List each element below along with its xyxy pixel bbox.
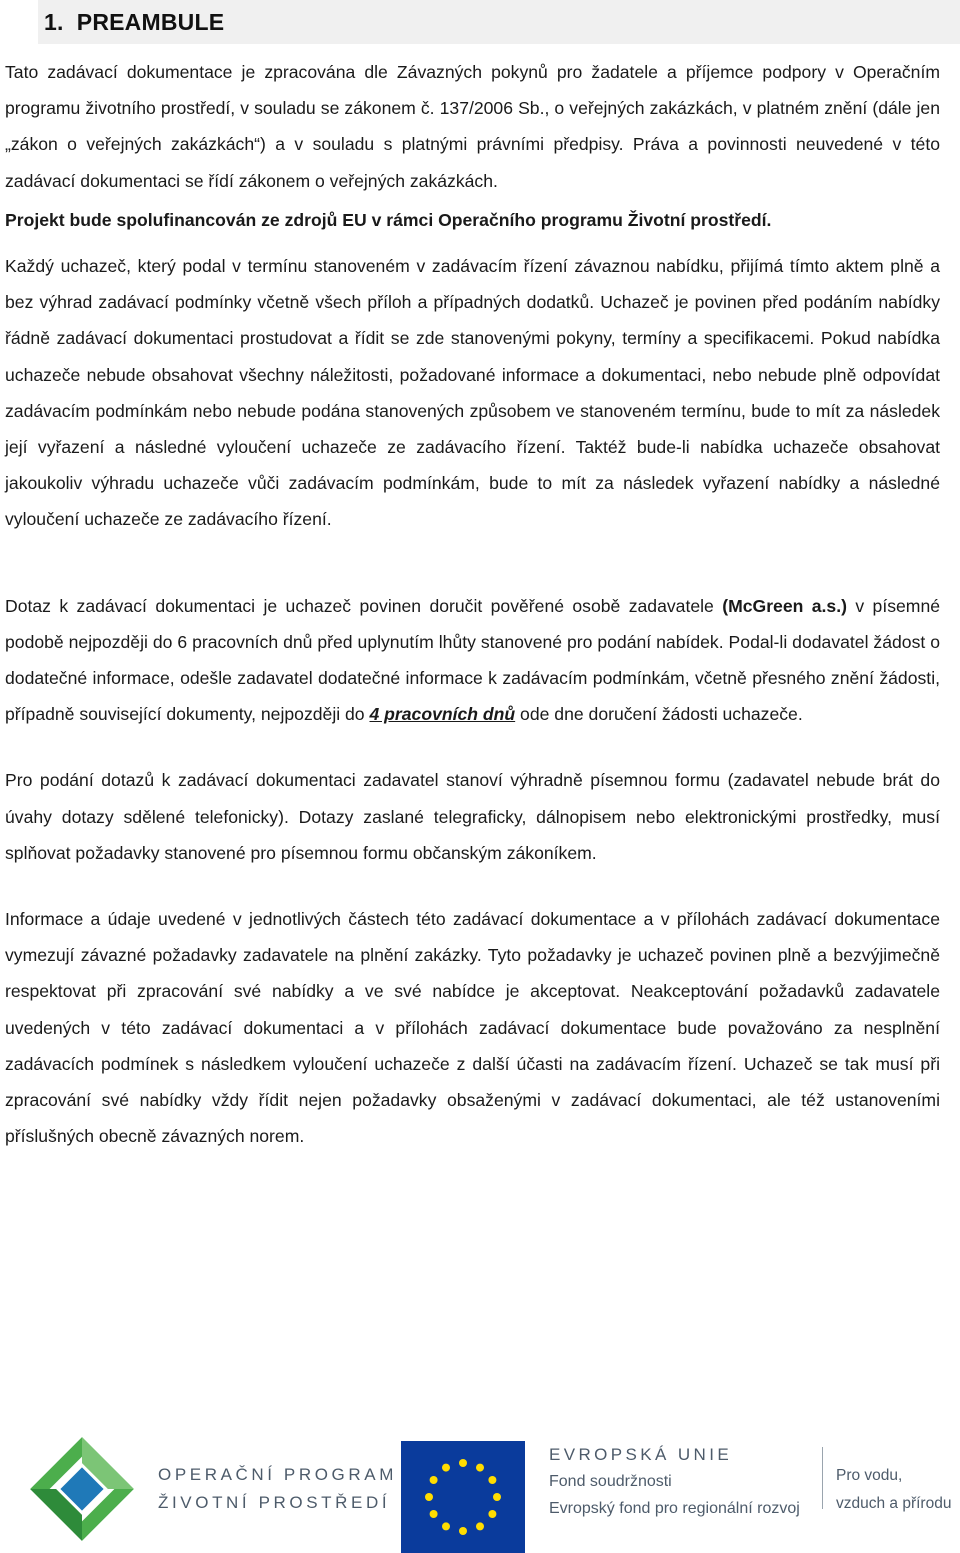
op-line-2: ŽIVOTNÍ PROSTŘEDÍ [158,1493,391,1512]
eu-fund-cohesion: Fond soudržnosti [549,1473,672,1490]
slogan-line-2: vzduch a přírodu [836,1495,952,1512]
paragraph-eu-funding: Projekt bude spolufinancován ze zdrojů EU v rámci Operačního programu Životní prostředí. [5,209,772,230]
op-program-name [158,1461,397,1517]
paragraph-intro: Tato zadávací dokumentace je zpracována dle Závazných pokynů pro žadatele a příjemce podpory v Operačním programu životního prostředí, v souladu se zákonem č. 137/2006 Sb., o veřejných zakázkách, v platném znění (dále jen „zákon o veřejných zakázkách“) a v souladu s platnými právními předpisy. Práva a povinnosti neuvedené v této zadávací dokumentaci se řídí zákonem o veřejných zakázkách. [5,62,940,191]
eu-fund-regional: Evropský fond pro regionální rozvoj [549,1500,800,1517]
contracting-agent-name: (McGreen a.s.) [722,595,847,616]
section-heading [44,9,224,36]
footer-divider [822,1447,823,1509]
slogan-line-1: Pro vodu, [836,1467,903,1484]
deadline-days: 4 pracovních dnů [369,704,516,725]
section-number: 1. [44,8,64,35]
slogan [836,1462,951,1518]
paragraph-written-form: Pro podání dotazů k zadávací dokumentaci zadavatel stanoví výhradně písemnou formu (zadavatel nebude brát do úvahy dotazy sdělené telefonicky). Dotazy zaslané telegraficky, dálnopisem nebo elektronickými prostředky, musí splňovat požadavky stanovené pro písemnou formu občanským zákoníkem. [5,770,940,863]
paragraph-bidder-obligations: Každý uchazeč, který podal v termínu stanoveném v zadávacím řízení závaznou nabídku, přijímá tímto aktem plně a bez výhrad zadávací podmínky včetně všech příloh a případných dodatků. Uchazeč je povinen před podáním nabídky řádně zadávací dokumentaci prostudovat a řídit se zde stanovenými pokyny, termíny a specifikacemi. Pokud nabídka uchazeče nebude obsahovat všechny náležitosti, požadované informace a dokumentaci, nebo nebude plně odpovídat zadávacím podmínkám nebo nebude podána stanovených způsobem ve stanoveném termínu, bude to mít za následek její vyřazení a následné vyloučení uchazeče ze zadávacího řízení. Taktéž bude-li nabídka uchazeče obsahovat jakoukoliv výhradu uchazeče vůči zadávacím podmínkám, bude to mít za následek vyřazení nabídky a následné vyloučení uchazeče ze zadávacího řízení. [5,256,940,530]
document-body [5,54,940,1154]
eu-funding-text [549,1442,800,1522]
section-heading-bar [38,0,960,44]
section-title: PREAMBULE [76,8,225,35]
footer-logos [0,1425,960,1541]
op-zp-logo-icon [28,1435,136,1543]
paragraph-requirements: Informace a údaje uvedené v jednotlivých částech této zadávací dokumentace a v přílohách zadávací dokumentace vymezují závazné požadavky zadavatele na plnění zakázky. Tyto požadavky je uchazeč povinen plně a bezvýjimečně respektovat při zpracování své nabídky a ve své nabídce je akceptovat. Neakceptování požadavků zadavatele uvedených v této zadávací dokumentaci a v přílohách zadávací dokumentace bude považováno za nesplnění zadávacích podmínek s následkem vyloučení uchazeče z další účasti na zadávacím řízení. Uchazeč se tak musí při zpracování své nabídky vždy řídit nejen požadavky obsaženými v zadávací dokumentaci, ale též ustanoveními příslušných obecně závazných norem. [5,909,940,1147]
eu-title: EVROPSKÁ UNIE [549,1445,733,1464]
op-line-1: OPERAČNÍ PROGRAM [158,1465,397,1484]
questions-text-c: v písemné podobě nejpozději do 6 pracovních dnů před uplynutím lhůty stanovené pro podání nabídek. Podal-li dodavatel žádost o dodatečné informace, odešle zadavatel dodatečné informace k zadávacím podmínkám, včetně přesného znění žádosti, případně související dokumenty, nejpozději do [5,595,941,725]
questions-text-e: ode dne doručení žádosti uchazeče. [520,704,803,725]
paragraph-questions [5,588,940,733]
questions-text-a: Dotaz k zadávací dokumentaci je uchazeč povinen doručit pověřené osobě zadavatele [5,595,714,616]
eu-flag-icon [401,1441,525,1553]
